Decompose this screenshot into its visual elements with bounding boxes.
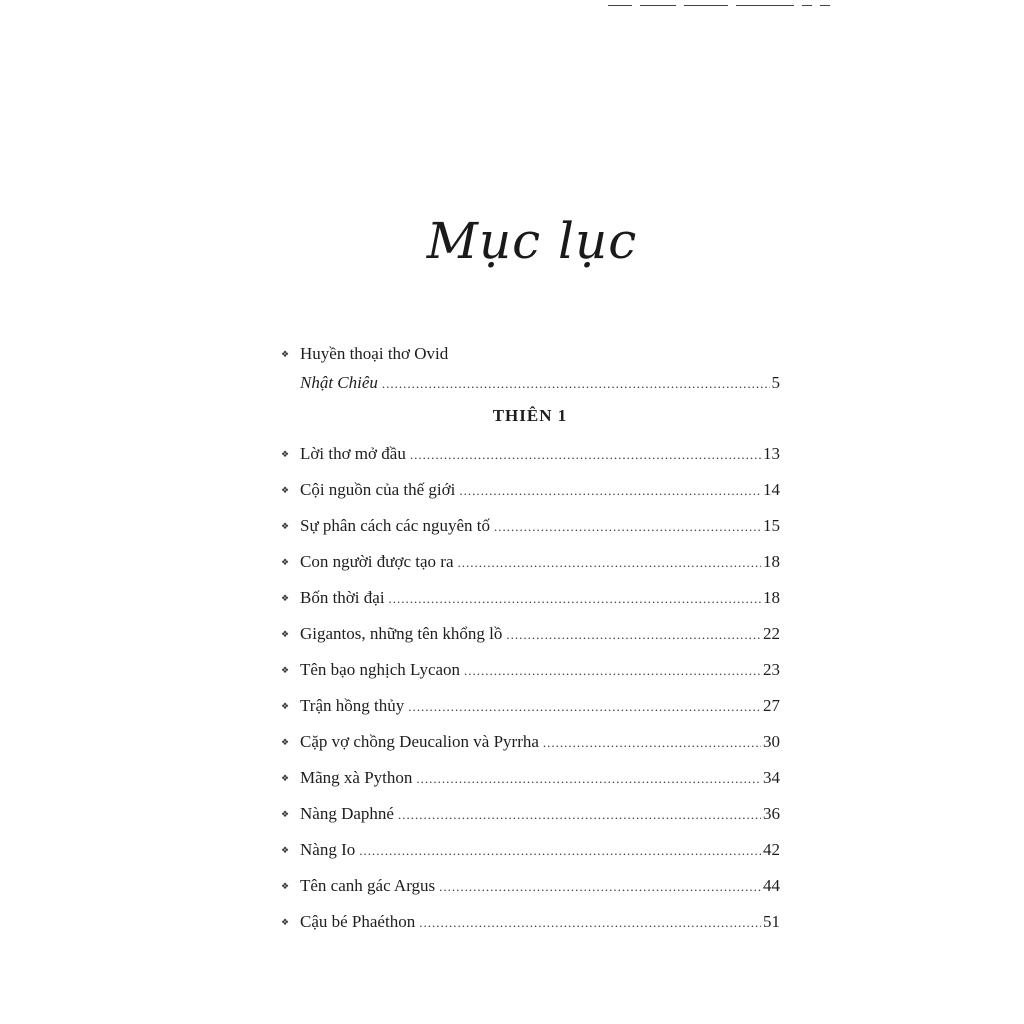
diamond-bullet-icon: ❖: [280, 665, 290, 675]
toc-entry[interactable]: [278, 442, 780, 466]
toc-entry-page: 23: [763, 660, 780, 679]
dot-leader: [408, 695, 761, 719]
dot-leader: [459, 479, 761, 503]
toc-entry[interactable]: [278, 766, 780, 790]
dot-leader: [543, 731, 761, 755]
toc-entry-label: Cặp vợ chồng Deucalion và Pyrrha: [300, 732, 539, 751]
toc-entry[interactable]: [278, 910, 780, 934]
toc-entry-label: Mãng xà Python: [300, 768, 413, 787]
diamond-bullet-icon: ❖: [280, 701, 290, 711]
toc-entry-page: 42: [763, 840, 780, 859]
toc-entry-page: 18: [763, 552, 780, 571]
diamond-bullet-icon: ❖: [280, 349, 290, 359]
dot-leader: [439, 875, 761, 899]
toc-entry-page: 22: [763, 624, 780, 643]
diamond-bullet-icon: ❖: [280, 737, 290, 747]
diamond-bullet-icon: ❖: [280, 485, 290, 495]
toc-entry-page: 5: [771, 373, 780, 392]
dot-leader: [389, 587, 761, 611]
toc-entry[interactable]: [278, 730, 780, 754]
diamond-bullet-icon: ❖: [280, 809, 290, 819]
dot-leader: [416, 767, 761, 791]
toc-entry-label: Con người được tạo ra: [300, 552, 454, 571]
toc-entry-page: 18: [763, 588, 780, 607]
toc-entry-page: 51: [763, 912, 780, 931]
toc-entry-label: Tên bạo nghịch Lycaon: [300, 660, 461, 679]
dot-leader: [419, 911, 761, 935]
dot-leader: [382, 372, 770, 396]
toc-entry[interactable]: [278, 838, 780, 862]
page-title: Mục lục: [426, 212, 638, 270]
toc-entry-page: 34: [763, 768, 780, 787]
dot-leader: [359, 839, 761, 863]
diamond-bullet-icon: ❖: [280, 593, 290, 603]
diamond-bullet-icon: ❖: [280, 521, 290, 531]
toc-entry-label: Nàng Io: [300, 840, 356, 859]
toc-entry[interactable]: [278, 550, 780, 574]
dot-leader: [410, 443, 761, 467]
toc-entry-label: Tên canh gác Argus: [300, 876, 436, 895]
diamond-bullet-icon: ❖: [280, 629, 290, 639]
toc-entry-page: 14: [763, 480, 780, 499]
toc-entry-label: Cậu bé Phaéthon: [300, 912, 416, 931]
toc-entry[interactable]: [278, 514, 780, 538]
dot-leader: [464, 659, 761, 683]
toc-entry-label: Bốn thời đại: [300, 588, 385, 607]
dot-leader: [494, 515, 761, 539]
toc-entry-page: 27: [763, 696, 780, 715]
toc-entry-label: Sự phân cách các nguyên tố: [300, 516, 491, 535]
diamond-bullet-icon: ❖: [280, 917, 290, 927]
toc-entry-label: Gigantos, những tên khổng lồ: [300, 624, 503, 643]
toc-entry[interactable]: [278, 586, 780, 610]
toc-entry[interactable]: [278, 694, 780, 718]
toc-entry-label: Trận hồng thủy: [300, 696, 405, 715]
toc-entry[interactable]: [278, 802, 780, 826]
toc-entry-page: 15: [763, 516, 780, 535]
dot-leader: [458, 551, 762, 575]
toc-entry-label: Nàng Daphné: [300, 804, 394, 823]
toc-entry-label: Cội nguồn của thế giới: [300, 480, 456, 499]
page-edge-rule: [608, 5, 830, 6]
toc-entry-page: 30: [763, 732, 780, 751]
diamond-bullet-icon: ❖: [280, 845, 290, 855]
diamond-bullet-icon: ❖: [280, 557, 290, 567]
dot-leader: [398, 803, 761, 827]
dot-leader: [506, 623, 761, 647]
toc-entry[interactable]: [278, 622, 780, 646]
toc-entry[interactable]: [278, 874, 780, 898]
toc-entry[interactable]: [278, 658, 780, 682]
toc-entry-page: 36: [763, 804, 780, 823]
toc-entry-page: 44: [763, 876, 780, 895]
toc-entry-label: Huyền thoại thơ Ovid: [300, 344, 449, 363]
diamond-bullet-icon: ❖: [280, 449, 290, 459]
toc-entry-intro[interactable]: [278, 342, 780, 366]
toc-entry-page: 13: [763, 444, 780, 463]
diamond-bullet-icon: ❖: [280, 773, 290, 783]
diamond-bullet-icon: ❖: [280, 881, 290, 891]
toc-entry[interactable]: [278, 478, 780, 502]
toc-entry-intro-author[interactable]: [278, 371, 780, 395]
toc-entry-author: Nhật Chiêu: [300, 373, 378, 392]
section-heading: THIÊN 1: [492, 406, 568, 425]
toc-entry-label: Lời thơ mở đầu: [300, 444, 406, 463]
